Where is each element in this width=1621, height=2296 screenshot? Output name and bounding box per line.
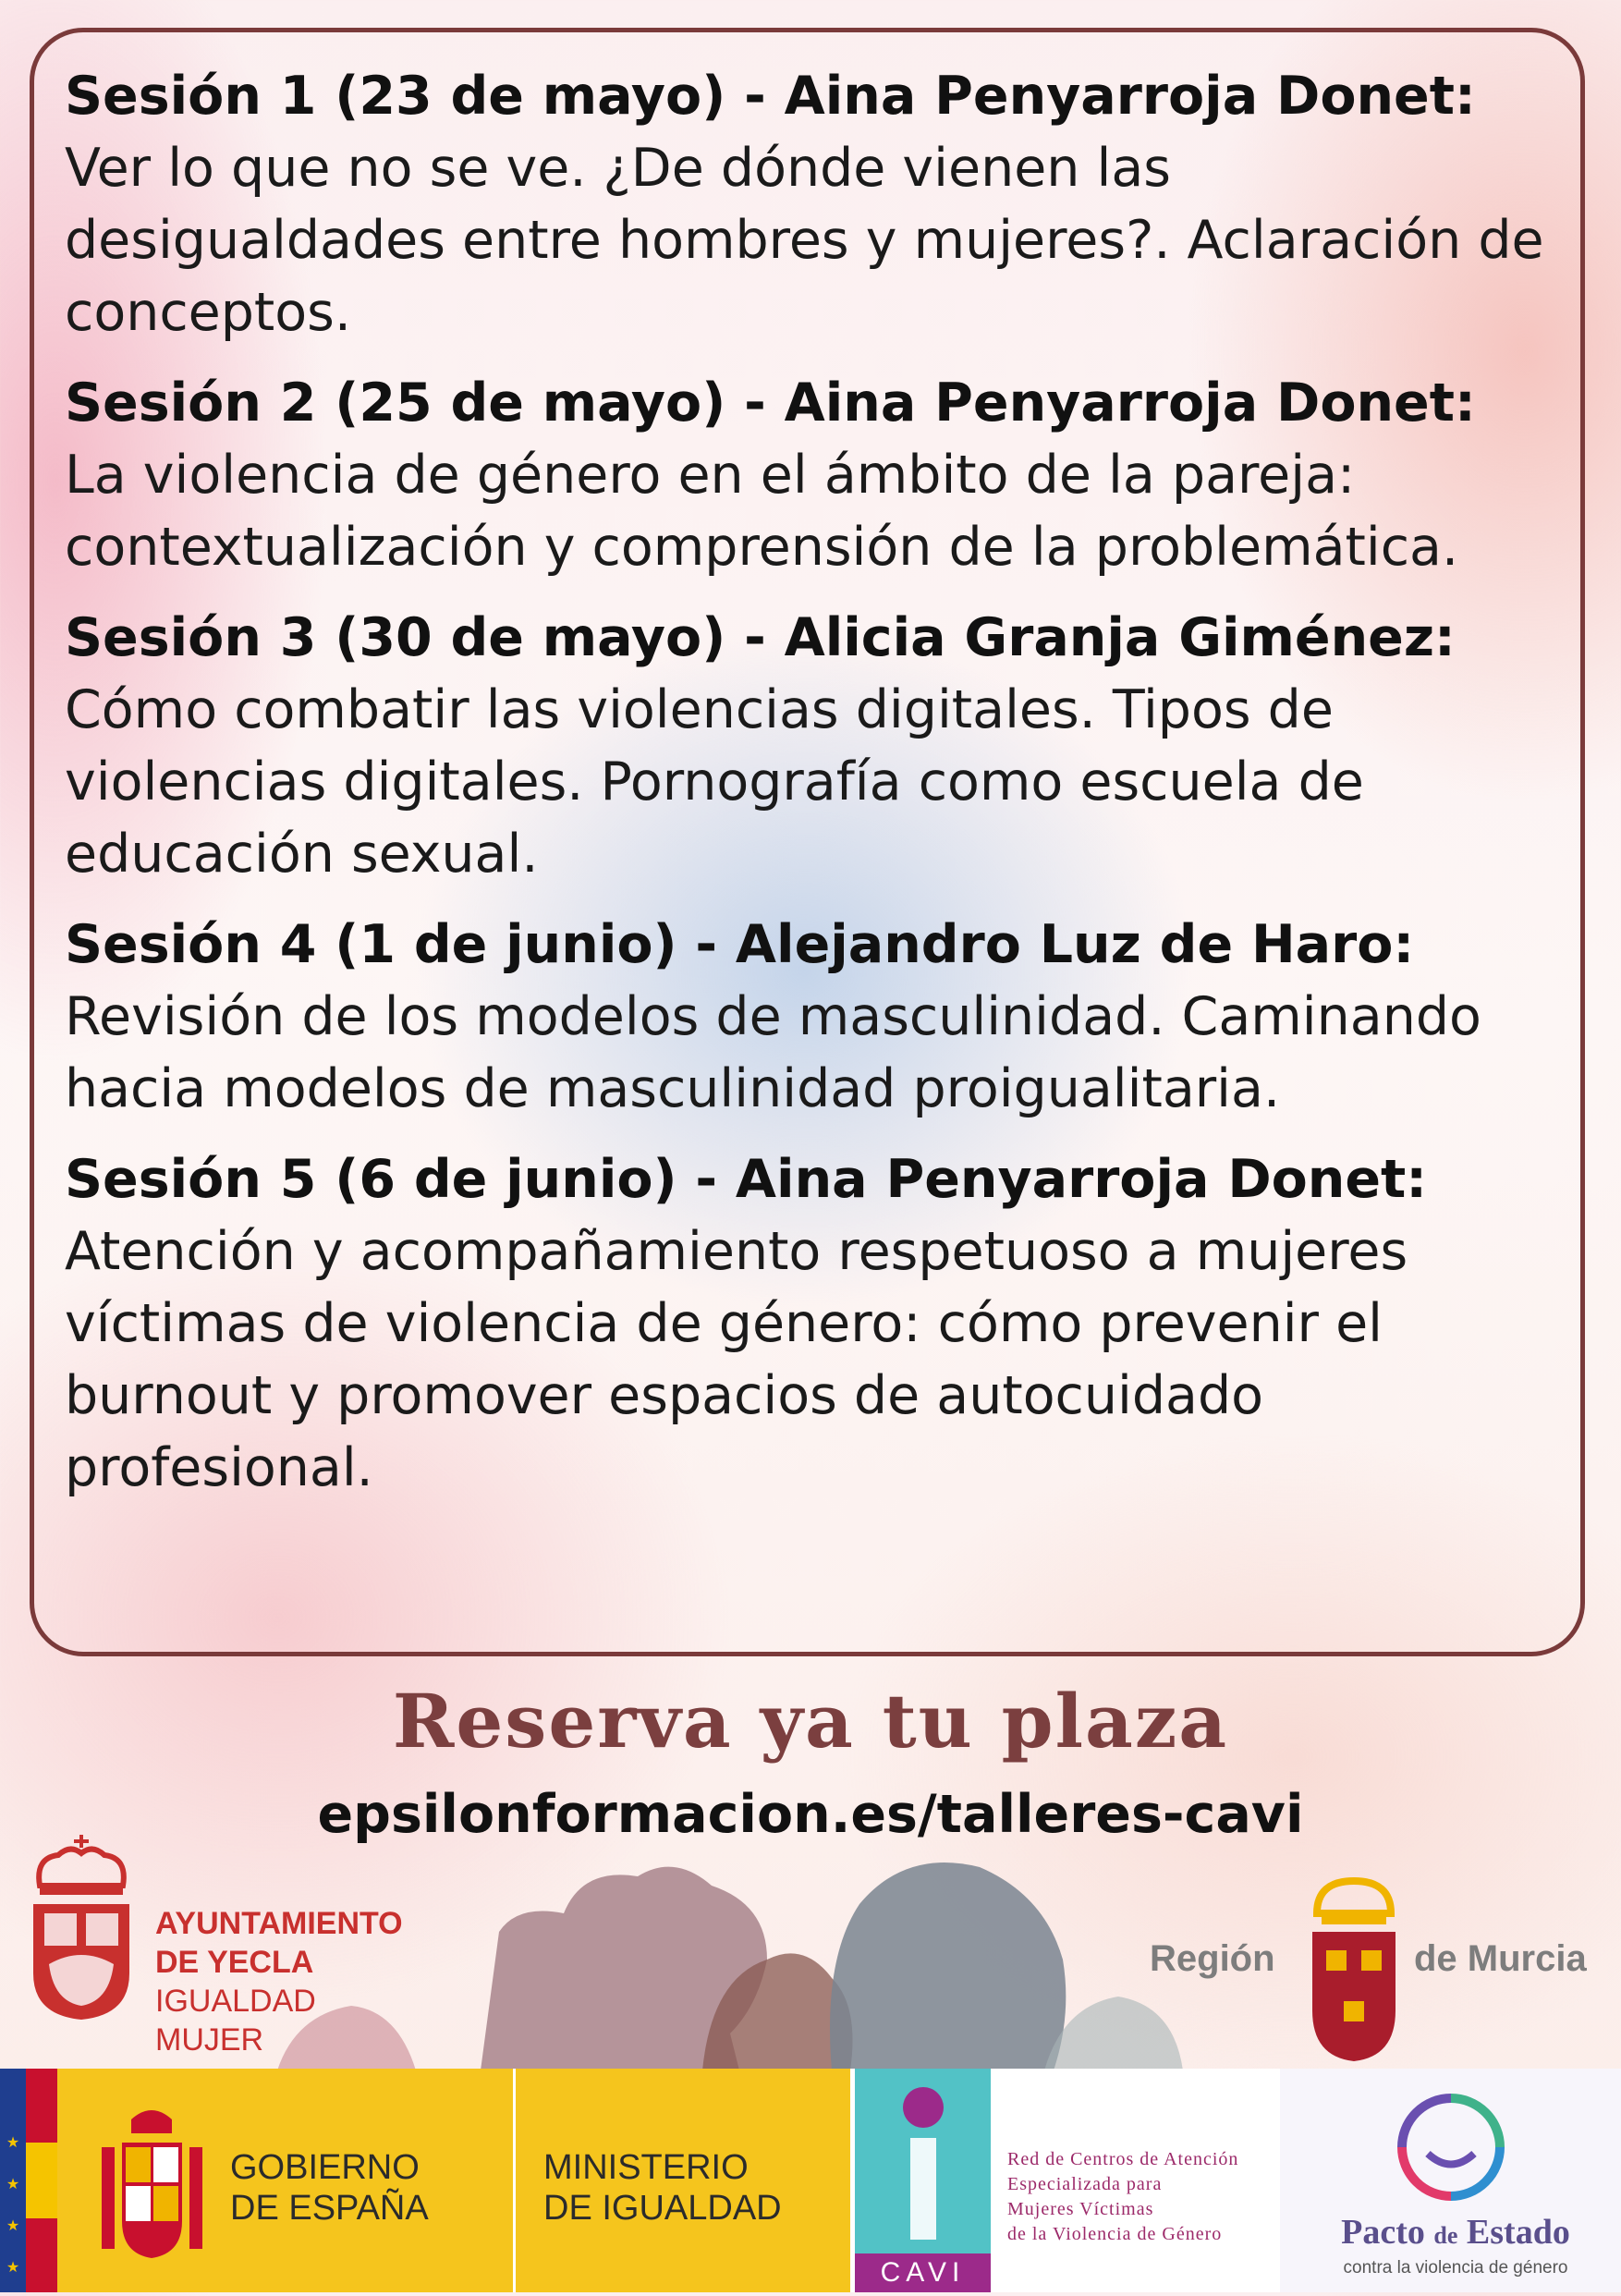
murcia-right: de Murcia	[1414, 1938, 1587, 1979]
yecla-crest-icon	[26, 1835, 137, 2020]
session-description: La violencia de género en el ámbito de la pareja: contextualización y comprensión de la problemática.	[65, 445, 1459, 578]
yecla-logo	[26, 1835, 433, 2057]
pacto-subtitle: contra la violencia de género	[1343, 2258, 1568, 2278]
silhouette-gray	[830, 1862, 1066, 2070]
spain-flag-strip	[26, 2069, 57, 2292]
yecla-line-3: IGUALDAD	[155, 1984, 316, 2019]
session-title: Sesión 1 (23 de mayo) - Aina Penyarroja Donet:	[65, 66, 1476, 127]
pacto-estado-logo	[1280, 2069, 1621, 2292]
reserve-heading: Reserva ya tu plaza	[392, 1678, 1229, 1765]
ministerio-line-2: DE IGUALDAD	[543, 2189, 782, 2228]
session-description: Atención y acompañamiento respetuoso a mujeres víctimas de violencia de género: cómo prevenir el burnout y promover espacios de autocuidado profesional.	[65, 1221, 1408, 1498]
pacto-smile-icon	[1391, 2087, 1511, 2207]
pacto-title-c: Estado	[1466, 2213, 1570, 2252]
yecla-line-4: MUJER	[155, 2022, 264, 2058]
cavi-i-icon	[855, 2069, 991, 2253]
sessions-card	[30, 28, 1585, 1656]
yecla-line-1: AYUNTAMIENTO	[155, 1906, 403, 1941]
svg-text:★: ★	[6, 2217, 20, 2234]
spain-coat-of-arms-icon	[94, 2101, 210, 2263]
gobierno-line-1: GOBIERNO	[230, 2148, 420, 2187]
session-description: Ver lo que no se ve. ¿De dónde vienen las desigualdades entre hombres y mujeres?. Aclaración de conceptos.	[65, 138, 1544, 343]
gobierno-text	[230, 2147, 429, 2229]
eu-stars-icon	[0, 2069, 26, 2292]
session-4	[65, 909, 1553, 1125]
cavi-line-3: Mujeres Víctimas	[1007, 2199, 1154, 2219]
murcia-logo	[1146, 1872, 1608, 2066]
yecla-line-2: DE YECLA	[155, 1945, 314, 1980]
cavi-line-1: Red de Centros de Atención	[1007, 2149, 1239, 2169]
session-1	[65, 60, 1553, 348]
session-description: Revisión de los modelos de masculinidad. Caminando hacia modelos de masculinidad proigualitaria.	[65, 986, 1481, 1119]
ministerio-line-1: MINISTERIO	[543, 2148, 749, 2187]
session-title: Sesión 3 (30 de mayo) - Alicia Granja Giménez:	[65, 607, 1456, 668]
session-3	[65, 602, 1553, 890]
cavi-label: CAVI	[855, 2253, 991, 2292]
pacto-title	[1317, 2212, 1594, 2253]
pacto-title-b: de	[1433, 2222, 1458, 2249]
gobierno-espana-logo	[57, 2069, 513, 2292]
session-5	[65, 1143, 1553, 1504]
cavi-description	[1007, 2147, 1238, 2247]
svg-text:★: ★	[6, 2175, 20, 2192]
session-description: Cómo combatir las violencias digitales. Tipos de violencias digitales. Pornografía como escuela de educación sexual.	[65, 679, 1364, 885]
ministerio-igualdad-logo	[516, 2069, 850, 2292]
ministerio-text	[543, 2147, 782, 2229]
session-title: Sesión 5 (6 de junio) - Aina Penyarroja Donet:	[65, 1149, 1428, 1210]
pacto-title-a: Pacto	[1341, 2213, 1425, 2252]
session-2	[65, 367, 1553, 583]
session-title: Sesión 4 (1 de junio) - Alejandro Luz de Haro:	[65, 914, 1415, 975]
svg-text:★: ★	[6, 2133, 20, 2151]
murcia-left: Región	[1150, 1938, 1275, 1979]
cavi-line-4: de la Violencia de Género	[1007, 2224, 1223, 2244]
cavi-mark	[855, 2069, 991, 2292]
eu-flag-strip	[0, 2069, 26, 2292]
yecla-text	[155, 1904, 403, 2059]
svg-text:★: ★	[6, 2258, 20, 2276]
session-title: Sesión 2 (25 de mayo) - Aina Penyarroja Donet:	[65, 372, 1476, 434]
registration-link[interactable]: epsilonformacion.es/talleres-cavi	[317, 1784, 1304, 1845]
murcia-shield-icon	[1303, 1872, 1405, 2066]
cavi-logo	[855, 2069, 1280, 2292]
gobierno-line-2: DE ESPAÑA	[230, 2189, 429, 2228]
cavi-line-2: Especializada para	[1007, 2174, 1163, 2194]
institutional-logos-band	[0, 2069, 1621, 2292]
